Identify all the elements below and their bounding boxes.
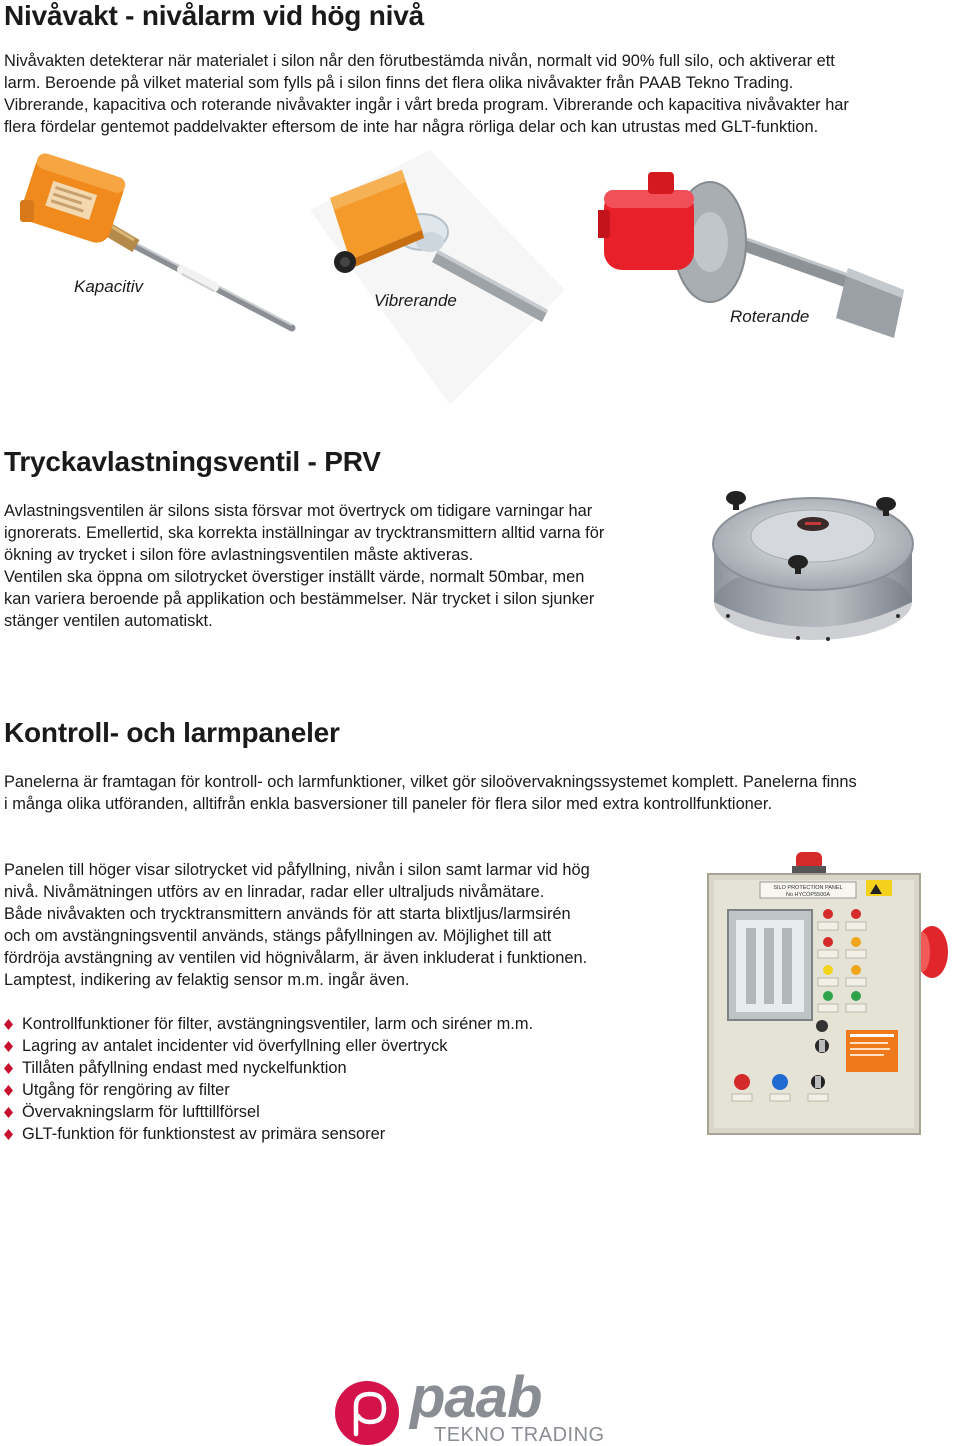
red-diamond-icon: [4, 1041, 13, 1052]
panel-plate-line2: No HYCOP5500A: [785, 892, 831, 898]
list-item: [4, 1123, 704, 1145]
paab-logo-icon: [334, 1380, 400, 1446]
section-title-level-switch: Nivåvakt - nivålarm vid hög nivå: [4, 0, 424, 31]
level-switch-paragraph: [4, 50, 956, 138]
paragraph-line: och om avstängningsventil används, stängs påfyllningen av. Möjlighet till att: [4, 927, 552, 945]
section-title-panels: Kontroll- och larmpaneler: [4, 717, 340, 748]
prv-paragraph: [4, 500, 704, 632]
paragraph-line: Panelen till höger visar silotrycket vid påfyllning, nivån i silon samt larmar vid hög: [4, 861, 590, 879]
list-item-text: Övervakningslarm för lufttillförsel: [22, 1103, 260, 1121]
paragraph-line: stänger ventilen automatiskt.: [4, 612, 213, 630]
list-item: [4, 1035, 704, 1057]
list-item-text: Lagring av antalet incidenter vid överfyllning eller övertryck: [22, 1037, 448, 1055]
red-diamond-icon: [4, 1063, 13, 1074]
panels-intro: [4, 771, 960, 815]
list-item: [4, 1057, 704, 1079]
capacitive-probe-image: [14, 150, 304, 340]
red-diamond-icon: [4, 1019, 13, 1030]
paragraph-line: Både nivåvakten och trycktransmittern används för att starta blixtljus/larmsirén: [4, 905, 571, 923]
paragraph-line: i många olika utföranden, alltifrån enkla basversioner till paneler för flera silor med extra kontrollfunktioner.: [4, 795, 773, 813]
paragraph-line: nivå. Nivåmätningen utförs av en linradar, radar eller ultraljuds nivåmätare.: [4, 883, 545, 901]
red-diamond-icon: [4, 1107, 13, 1118]
paragraph-line: ignorerats. Emellertid, ska korrekta inställningar av trycktransmittern alltid varna för: [4, 524, 605, 542]
list-item-text: Kontrollfunktioner för filter, avstängningsventiler, larm och siréner m.m.: [22, 1015, 534, 1033]
paragraph-line: Avlastningsventilen är silons sista försvar mot övertryck om tidigare varningar har: [4, 502, 593, 520]
list-item: [4, 1013, 704, 1035]
section-title-prv: Tryckavlastningsventil - PRV: [4, 446, 381, 477]
paragraph-line: flera fördelar gentemot paddelvakter eftersom de inte har några rörliga delar och kan utrustas med GLT-funktion.: [4, 118, 819, 136]
vibrating-fork-image: [310, 150, 570, 410]
feature-list: [4, 1013, 704, 1145]
vibrating-label: Vibrerande: [374, 291, 457, 310]
logo-wordmark: paab: [410, 1365, 542, 1430]
paragraph-line: fördröja avstängning av ventilen vid högnivålarm, är även inkluderat i funktionen.: [4, 949, 588, 967]
red-diamond-icon: [4, 1085, 13, 1096]
relief-valve-image: [708, 484, 918, 644]
panels-paragraph: [4, 859, 704, 991]
list-item: [4, 1101, 704, 1123]
list-item-text: GLT-funktion för funktionstest av primära sensorer: [22, 1125, 386, 1143]
panel-plate-line1: SILO PROTECTION PANEL: [773, 885, 843, 891]
list-item-text: Utgång för rengöring av filter: [22, 1081, 230, 1099]
red-diamond-icon: [4, 1129, 13, 1140]
control-panel-image: [700, 850, 952, 1150]
paragraph-line: Lamptest, indikering av felaktig sensor m.m. ingår även.: [4, 971, 410, 989]
list-item: [4, 1079, 704, 1101]
paragraph-line: ökning av trycket i silon före avlastningsventilen måste aktiveras.: [4, 546, 474, 564]
paragraph-line: larm. Beroende på vilket material som fylls på i silon finns det flera olika nivåvakter från PAAB Tekno Trading.: [4, 74, 794, 92]
rotating-label: Roterande: [730, 307, 810, 326]
paragraph-line: Nivåvakten detekterar när materialet i silon når den förutbestämda nivån, normalt vid 90% full silo, och aktiverar ett: [4, 52, 835, 70]
capacitive-label: Kapacitiv: [74, 277, 143, 296]
logo-tagline: TEKNO TRADING: [434, 1424, 605, 1446]
paragraph-line: Ventilen ska öppna om silotrycket överstiger inställt värde, normalt 50mbar, men: [4, 568, 585, 586]
list-item-text: Tillåten påfyllning endast med nyckelfunktion: [22, 1059, 347, 1077]
paragraph-line: Panelerna är framtagan för kontroll- och larmfunktioner, vilket gör siloövervakningssystemet komplett. Panelerna finns: [4, 773, 857, 791]
paragraph-line: kan variera beroende på applikation och bestämmelser. När trycket i silon sjunker: [4, 590, 595, 608]
paragraph-line: Vibrerande, kapacitiva och roterande nivåvakter ingår i vårt breda program. Vibrerande och kapacitiva nivåvakter har: [4, 96, 849, 114]
